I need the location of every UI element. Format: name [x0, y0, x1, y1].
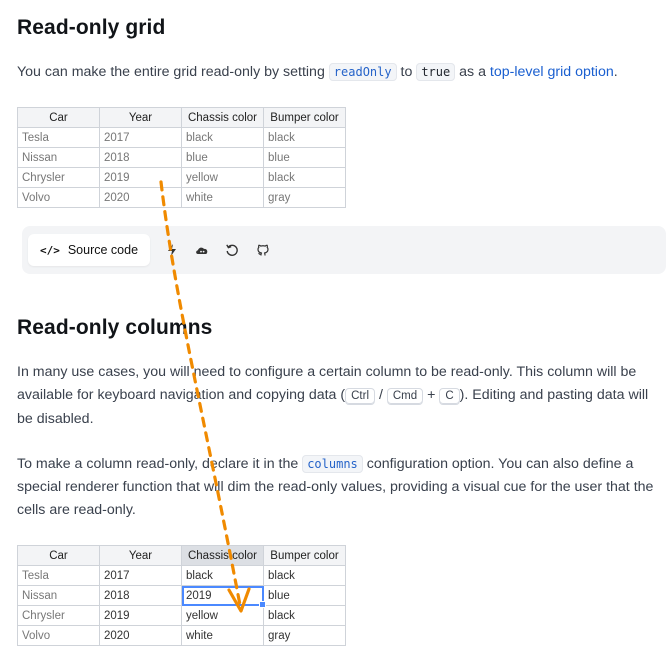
section-title-read-only-columns: Read-only columns	[17, 316, 213, 339]
fill-handle[interactable]	[259, 601, 266, 608]
column-header-car[interactable]: Car	[18, 546, 100, 566]
table-row	[18, 148, 346, 168]
code-icon: </>	[39, 243, 60, 257]
table-cell[interactable]: blue	[264, 148, 346, 168]
column-header-year[interactable]: Year	[100, 108, 182, 128]
table-row	[18, 606, 346, 626]
cloud-icon[interactable]	[193, 241, 211, 259]
table-cell[interactable]: Volvo	[18, 188, 100, 208]
table-cell[interactable]: blue	[182, 148, 264, 168]
column-header-car[interactable]: Car	[18, 108, 100, 128]
bolt-icon[interactable]	[163, 241, 181, 259]
column-header-bumper-color[interactable]: Bumper color	[264, 108, 346, 128]
table-row	[18, 626, 346, 646]
kbd-cmd: Cmd	[387, 388, 423, 404]
table-row	[18, 586, 346, 606]
read-only-grid-table[interactable]	[17, 107, 346, 208]
table-row	[18, 188, 346, 208]
table-cell[interactable]: gray	[264, 626, 346, 646]
table-cell[interactable]: Tesla	[18, 128, 100, 148]
table-cell[interactable]: Tesla	[18, 566, 100, 586]
table-cell[interactable]: Nissan	[18, 148, 100, 168]
table-cell[interactable]: 2020	[100, 626, 182, 646]
table-row	[18, 168, 346, 188]
table-cell[interactable]: black	[264, 128, 346, 148]
column-header-bumper-color[interactable]: Bumper color	[264, 546, 346, 566]
column-header-chassis-color[interactable]: Chassis color	[182, 108, 264, 128]
section2-paragraph-2: To make a column read-only, declare it in the columns configuration option. You can also define a special renderer function that will dim the read-only values, providing a visual cue for the user that the cells are read-only.	[17, 456, 654, 518]
table-cell[interactable]: white	[182, 626, 264, 646]
column-header-chassis-color[interactable]: Chassis color	[182, 546, 264, 566]
table-cell[interactable]: yellow	[182, 606, 264, 626]
table-cell[interactable]: 2017	[100, 566, 182, 586]
table-cell[interactable]: black	[182, 566, 264, 586]
reset-icon[interactable]	[223, 241, 241, 259]
column-header-year[interactable]: Year	[100, 546, 182, 566]
table-row	[18, 128, 346, 148]
table-cell[interactable]: Chrysler	[18, 606, 100, 626]
section-title-read-only-grid: Read-only grid	[17, 16, 166, 39]
table-row	[18, 566, 346, 586]
github-icon[interactable]	[254, 241, 272, 259]
table-cell[interactable]: white	[182, 188, 264, 208]
example-toolbar	[22, 226, 666, 274]
table-header-row	[18, 546, 346, 566]
table-cell[interactable]: 2019	[100, 606, 182, 626]
top-level-grid-option-link[interactable]: top-level grid option	[489, 64, 614, 80]
read-only-columns-table[interactable]	[17, 545, 346, 646]
table-cell[interactable]: blue	[264, 586, 346, 606]
table-cell[interactable]: black	[264, 566, 346, 586]
kbd-c: C	[439, 388, 459, 404]
table-cell[interactable]: black	[182, 128, 264, 148]
table-cell[interactable]: 2018	[100, 586, 182, 606]
code-true: true	[416, 63, 455, 81]
table-cell[interactable]: 2018	[100, 148, 182, 168]
source-code-button[interactable]	[28, 234, 150, 266]
table-cell[interactable]: Nissan	[18, 586, 100, 606]
source-code-label: Source code	[67, 243, 139, 257]
kbd-ctrl: Ctrl	[345, 388, 375, 404]
section2-paragraph-1: In many use cases, you will need to configure a certain column to be read-only. This column will be available for keyboard navigation and copying data ( Ctrl / Cmd + C ). Editing and pasting data will be disabled.	[17, 364, 649, 427]
table-cell[interactable]: yellow	[182, 168, 264, 188]
table-cell[interactable]: 2019	[100, 168, 182, 188]
code-columns: columns	[302, 455, 363, 473]
table-cell[interactable]: black	[264, 168, 346, 188]
table-cell[interactable]: 2020	[100, 188, 182, 208]
table-cell[interactable]: 2017	[100, 128, 182, 148]
table-header-row	[18, 108, 346, 128]
selected-table-cell[interactable]: 2019	[182, 586, 264, 606]
table-cell[interactable]: black	[264, 606, 346, 626]
table-cell[interactable]: Chrysler	[18, 168, 100, 188]
section1-intro: You can make the entire grid read-only by setting readOnly to true as a top-level grid option.	[17, 64, 618, 80]
code-readonly: readOnly	[329, 63, 397, 81]
table-cell[interactable]: gray	[264, 188, 346, 208]
table-cell[interactable]: Volvo	[18, 626, 100, 646]
